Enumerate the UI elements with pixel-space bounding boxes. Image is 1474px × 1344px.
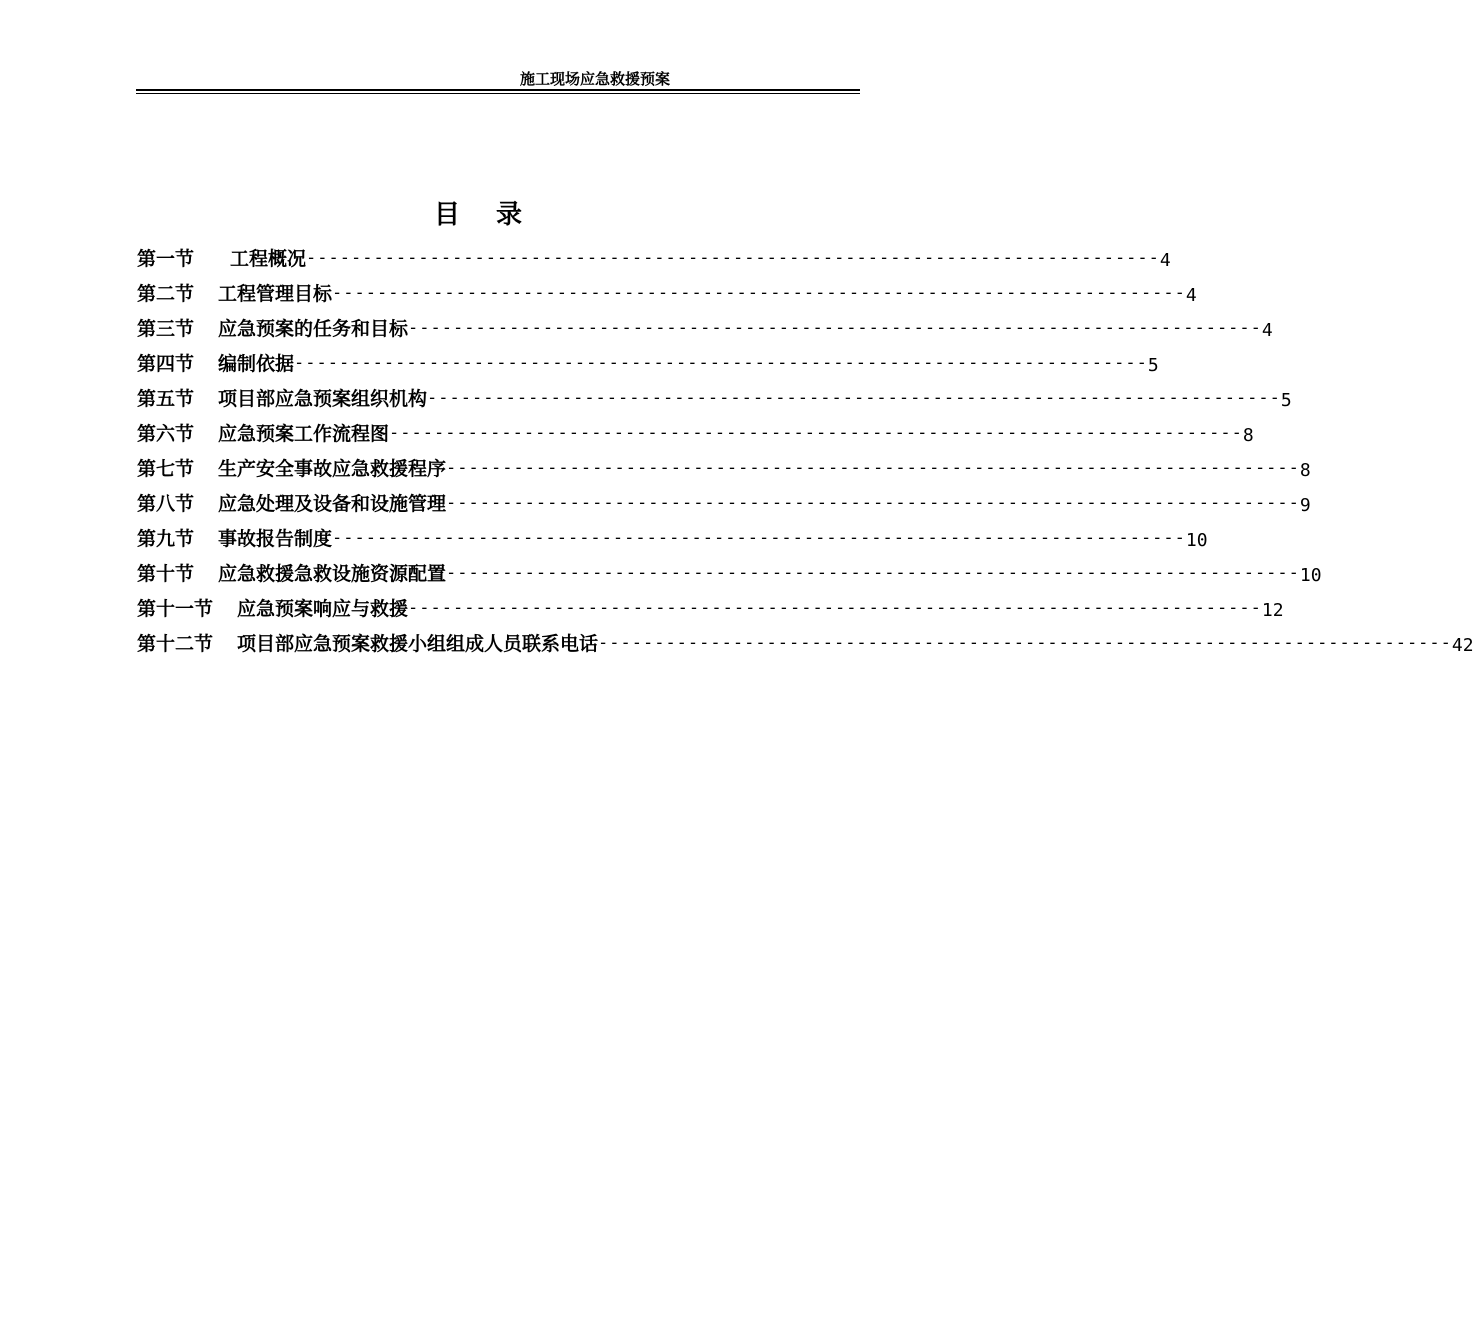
toc-page-number: 4 (1261, 320, 1273, 341)
toc-section-title: 事故报告制度 (218, 528, 333, 550)
toc-entry[interactable] (137, 446, 1311, 481)
toc-entry[interactable] (137, 516, 1208, 551)
toc-section-title: 应急预案的任务和目标 (218, 318, 409, 340)
header-rule-thin (136, 93, 860, 94)
toc-page-number: 8 (1242, 425, 1254, 446)
toc-leader: ---------------------------------------------------------------------------- (446, 493, 1300, 513)
toc-page-number: 42 (1451, 635, 1474, 656)
table-of-contents (137, 236, 1474, 656)
toc-leader: ---------------------------------------------------------------------------- (389, 423, 1243, 443)
toc-page-number: 9 (1299, 495, 1311, 516)
toc-page-number: 12 (1261, 600, 1284, 621)
toc-leader: ---------------------------------------------------------------------------- (427, 388, 1281, 408)
toc-section-number: 第七节 (137, 458, 195, 480)
toc-section-number: 第九节 (137, 528, 195, 550)
toc-page-number: 5 (1147, 355, 1159, 376)
toc-entry[interactable] (137, 306, 1273, 341)
toc-section-number: 第三节 (137, 318, 195, 340)
toc-section-title: 编制依据 (218, 353, 295, 375)
toc-leader: ---------------------------------------------------------------------------- (446, 458, 1300, 478)
toc-section-title: 应急处理及设备和设施管理 (218, 493, 447, 515)
toc-entry[interactable] (137, 376, 1292, 411)
toc-page-number: 4 (1185, 285, 1197, 306)
toc-leader: ---------------------------------------------------------------------------- (408, 598, 1262, 618)
toc-section-number: 第十一节 (137, 598, 214, 620)
toc-page-number: 8 (1299, 460, 1311, 481)
toc-entry[interactable] (137, 236, 1171, 271)
toc-section-number: 第四节 (137, 353, 195, 375)
toc-section-title: 项目部应急预案救援小组组成人员联系电话 (237, 633, 599, 655)
toc-section-number: 第十节 (137, 563, 195, 585)
toc-leader: ---------------------------------------------------------------------------- (598, 633, 1452, 653)
toc-leader: ---------------------------------------------------------------------------- (294, 353, 1148, 373)
toc-page-number: 4 (1159, 250, 1171, 271)
toc-section-number: 第五节 (137, 388, 195, 410)
toc-entry[interactable] (137, 271, 1197, 306)
toc-section-number: 第二节 (137, 283, 195, 305)
toc-entry[interactable] (137, 621, 1474, 656)
toc-section-number: 第十二节 (137, 633, 214, 655)
toc-page-number: 10 (1185, 530, 1208, 551)
toc-leader: ---------------------------------------------------------------------------- (408, 318, 1262, 338)
toc-entry[interactable] (137, 551, 1322, 586)
toc-leader: ---------------------------------------------------------------------------- (332, 528, 1186, 548)
toc-section-title: 工程概况 (230, 248, 307, 270)
header-title: 施工现场应急救援预案 (520, 70, 671, 88)
toc-entry[interactable] (137, 411, 1254, 446)
toc-leader: ---------------------------------------------------------------------------- (446, 563, 1300, 583)
toc-section-title: 工程管理目标 (218, 283, 333, 305)
toc-section-title: 应急救援急救设施资源配置 (218, 563, 447, 585)
toc-page-number: 10 (1299, 565, 1322, 586)
toc-entry[interactable] (137, 481, 1311, 516)
toc-section-title: 应急预案工作流程图 (218, 423, 390, 445)
toc-page-number: 5 (1280, 390, 1292, 411)
toc-section-title: 项目部应急预案组织机构 (218, 388, 428, 410)
toc-entry[interactable] (137, 586, 1284, 621)
toc-section-number: 第一节 (137, 248, 195, 270)
toc-section-number: 第六节 (137, 423, 195, 445)
toc-section-title: 生产安全事故应急救援程序 (218, 458, 447, 480)
toc-section-title: 应急预案响应与救援 (237, 598, 409, 620)
toc-leader: ---------------------------------------------------------------------------- (332, 283, 1186, 303)
page-title: 目录 (433, 200, 558, 230)
header-rule (136, 89, 860, 91)
toc-entry[interactable] (137, 341, 1159, 376)
toc-section-number: 第八节 (137, 493, 195, 515)
toc-leader: ---------------------------------------------------------------------------- (306, 248, 1160, 268)
